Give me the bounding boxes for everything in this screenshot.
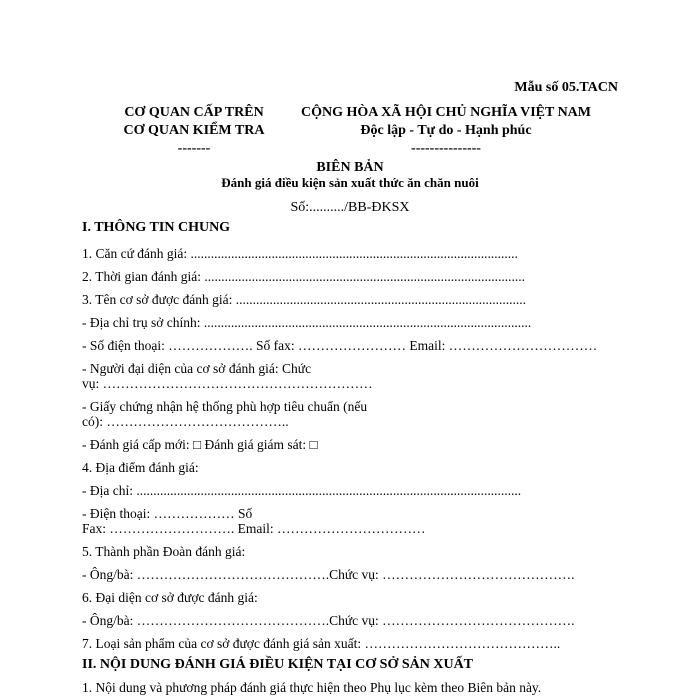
document-subtitle: Đánh giá điều kiện sản xuất thức ăn chăn nuôi [221,175,479,190]
time-line: 2. Thời gian đánh giá: ............................................................................................... [82,269,525,284]
phone-fax-email-line: - Số điện thoại: ………………. Số fax: …………………… Email: …………………………… [82,338,598,353]
team-member-line: - Ông/bà: …………………………………….Chức vụ: ……………………………………. [82,567,575,582]
facility-representative-line: - Ông/bà: …………………………………….Chức vụ: ……………………………………. [82,613,575,628]
head-office-address-line: - Địa chỉ trụ sở chính: ................................................................................................. [82,315,532,330]
certificate-continued-line: có): ………………………………….. [82,414,289,429]
product-type-line: 7. Loại sản phẩm của cơ sở được đánh giá sản xuất: …………………………………….. [82,636,561,651]
form-code: Mẫu số 05.TACN [514,80,618,95]
document-title: BIÊN BẢN [316,160,384,175]
assessment-location-heading: 4. Địa điểm đánh giá: [82,460,199,475]
representative-line: - Người đại diện của cơ sở đánh giá: Chức [82,361,312,376]
assessment-method-line: 1. Nội dung và phương pháp đánh giá thực hiện theo Phụ lục kèm theo Biên bản này. [82,680,542,695]
issuing-agency-header [104,104,284,158]
national-header [296,104,596,158]
inspecting-agency: CƠ QUAN KIỂM TRA [123,123,265,138]
parent-agency: CƠ QUAN CẤP TRÊN [124,105,264,120]
representative-position-line: vụ: …………………………………………………… [82,376,373,391]
section-assessment-content: II. NỘI DUNG ĐÁNH GIÁ ĐIỀU KIỆN TẠI CƠ SỞ SẢN XUẤT [82,657,474,672]
location-phone-line: - Điện thoại: ……………… Số [82,506,253,521]
agency-separator: ------- [177,141,211,156]
facility-name-line: 3. Tên cơ sở được đánh giá: ...................................................................................... [82,292,526,307]
document-number: Số:........../BB-ĐKSX [290,200,410,215]
team-composition-heading: 5. Thành phần Đoàn đánh giá: [82,544,246,559]
national-motto: Độc lập - Tự do - Hạnh phúc [360,123,532,138]
section-general-info: I. THÔNG TIN CHUNG [82,220,231,235]
national-title: CỘNG HÒA XÃ HỘI CHỦ NGHĨA VIỆT NAM [300,105,591,120]
basis-line: 1. Căn cứ đánh giá: ................................................................................................. [82,246,518,261]
facility-representative-heading: 6. Đại diện cơ sở được đánh giá: [82,590,258,605]
assessment-type-line: - Đánh giá cấp mới: □ Đánh giá giám sát: □ [82,437,318,452]
certificate-line: - Giấy chứng nhận hệ thống phù hợp tiêu chuẩn (nếu [82,399,368,414]
location-address-line: - Địa chỉ: .................................................................................................................. [82,483,522,498]
location-fax-email-line: Fax: ………………………. Email: …………………………… [82,521,426,536]
motto-separator: --------------- [411,141,481,156]
